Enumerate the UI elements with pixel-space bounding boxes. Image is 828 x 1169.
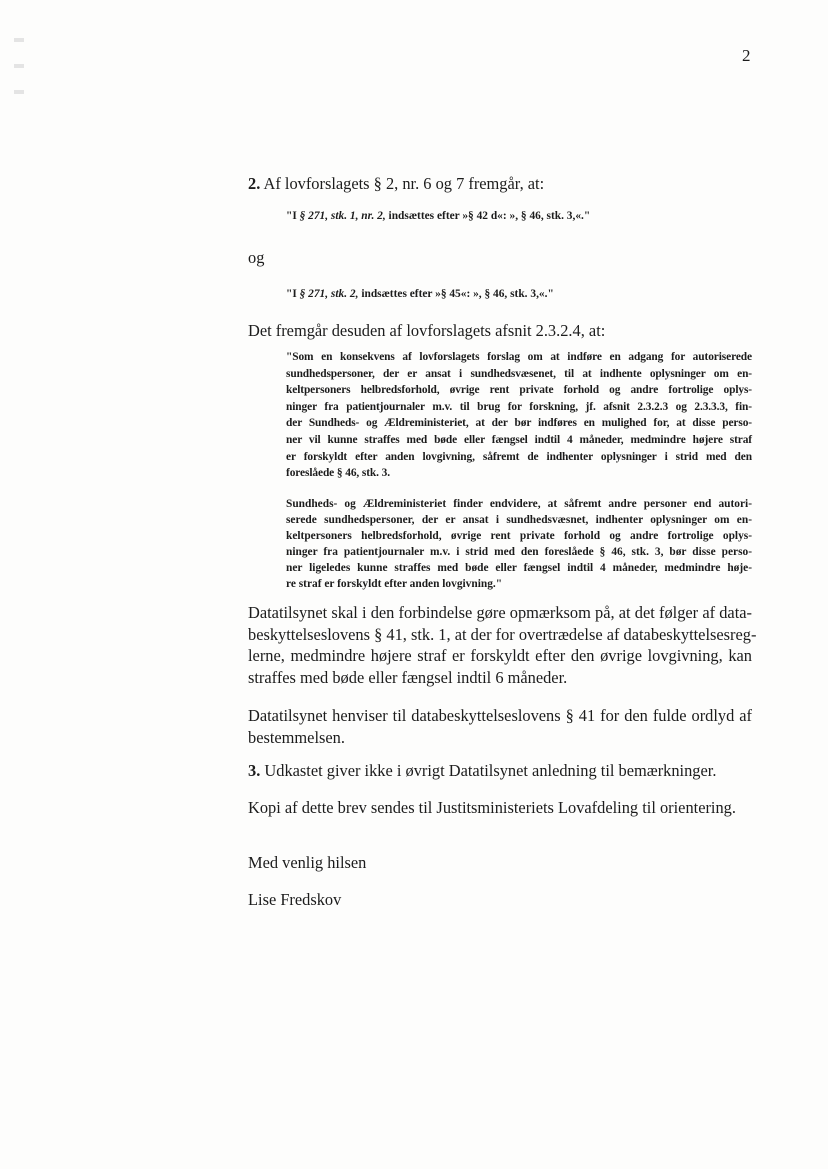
section-3-text: Udkastet giver ikke i øvrigt Datatilsynet anledning til bemærkninger. bbox=[264, 761, 717, 780]
quote-text: indsættes efter »§ 42 d«: », § 46, stk. 3,«." bbox=[385, 210, 591, 222]
quote-line: ninger fra patientjournaler m.v. til brug for forskning, jf. afsnit 2.3.2.3 og 2.3.3.3, fin- bbox=[286, 400, 752, 413]
quote-line: foreslåede § 46, stk. 3. bbox=[286, 467, 391, 480]
scan-mark bbox=[14, 90, 24, 94]
quote-line: serede sundhedspersoner, der er ansat i sundhedsvæsnet, indhenter oplysninger om en- bbox=[286, 514, 752, 526]
quote-line: re straf er forskyldt efter anden lovgivning." bbox=[286, 578, 503, 590]
closing-greeting: Med venlig hilsen bbox=[248, 853, 367, 872]
section-number: 2. bbox=[248, 174, 261, 193]
quote-line: er forskyldt efter anden lovgivning, såfremt de indhenter oplysninger i strid med den bbox=[286, 450, 752, 463]
quote-line: "Som en konsekvens af lovforslagets forslag om at indføre en adgang for autoriserede bbox=[286, 351, 752, 363]
paragraph-line: Datatilsynet henviser til databeskyttelseslovens § 41 for den fulde ordlyd af bbox=[248, 706, 752, 725]
quote-amendment-1 bbox=[286, 210, 590, 222]
quote-amendment-2 bbox=[286, 288, 554, 300]
section-number: 3. bbox=[248, 761, 261, 780]
section-3 bbox=[248, 760, 752, 782]
paragraph-line: Datatilsynet skal i den forbindelse gøre opmærksom på, at det følger af data- bbox=[248, 603, 752, 622]
block-quote-1 bbox=[286, 349, 752, 482]
scan-mark bbox=[14, 38, 24, 42]
quote-text: indsættes efter »§ 45«: », § 46, stk. 3,«." bbox=[358, 288, 554, 300]
page-number: 2 bbox=[742, 46, 751, 65]
section-2-heading bbox=[248, 173, 752, 195]
quote-line: ner ligeledes kunne straffes med bøde eller fængsel indtil 4 måneder, medmindre høje- bbox=[286, 562, 752, 574]
quote-line: sundhedspersoner, der er ansat i sundhedsvæsenet, til at indhente oplysninger om en- bbox=[286, 367, 752, 380]
signature-name: Lise Fredskov bbox=[248, 890, 342, 909]
quote-line: Sundheds- og Ældreministeriet finder endvidere, at såfremt andre personer end autori- bbox=[286, 498, 752, 510]
paragraph-line: bestemmelsen. bbox=[248, 727, 345, 747]
quote-line: keltpersoners helbredsforhold, øvrige rent private forhold og andre fortrolige oplys- bbox=[286, 384, 752, 397]
section-heading-text: Af lovforslagets § 2, nr. 6 og 7 fremgår, at: bbox=[263, 174, 545, 193]
quote-line: ninger fra patientjournaler m.v. i strid med den foreslåede § 46, stk. 3, bør disse perso- bbox=[286, 546, 752, 558]
body-paragraph-1 bbox=[248, 602, 757, 688]
quote-ref: § 271, stk. 1, nr. 2, bbox=[299, 210, 386, 222]
quote-line: keltpersoners helbredsforhold, øvrige rent private forhold og andre fortrolige oplys- bbox=[286, 530, 752, 542]
scan-mark bbox=[14, 64, 24, 68]
intro-paragraph: Det fremgår desuden af lovforslagets afsnit 2.3.2.4, at: bbox=[248, 321, 606, 340]
paragraph-line: beskyttelseslovens § 41, stk. 1, at der for overtrædelse af databeskyttelsesreg- bbox=[248, 624, 757, 644]
quote-text: "I bbox=[286, 288, 300, 300]
body-paragraph-2 bbox=[248, 705, 752, 748]
paragraph-line: lerne, medmindre højere straf er forskyldt efter den øvrige lovgivning, kan bbox=[248, 646, 752, 665]
quote-ref: § 271, stk. 2, bbox=[299, 288, 359, 300]
copy-note: Kopi af dette brev sendes til Justitsministeriets Lovafdeling til orientering. bbox=[248, 798, 736, 817]
block-quote-2 bbox=[286, 496, 752, 592]
quote-text: "I bbox=[286, 210, 300, 222]
quote-line: ner vil kunne straffes med bøde eller fængsel indtil 4 måneder, medmindre højere straf bbox=[286, 433, 752, 446]
connector-og: og bbox=[248, 248, 265, 267]
quote-line: der Sundheds- og Ældreministeriet, at der bør indføres en mulighed for, at disse perso- bbox=[286, 417, 752, 430]
paragraph-line: straffes med bøde eller fængsel indtil 6 måneder. bbox=[248, 667, 568, 687]
